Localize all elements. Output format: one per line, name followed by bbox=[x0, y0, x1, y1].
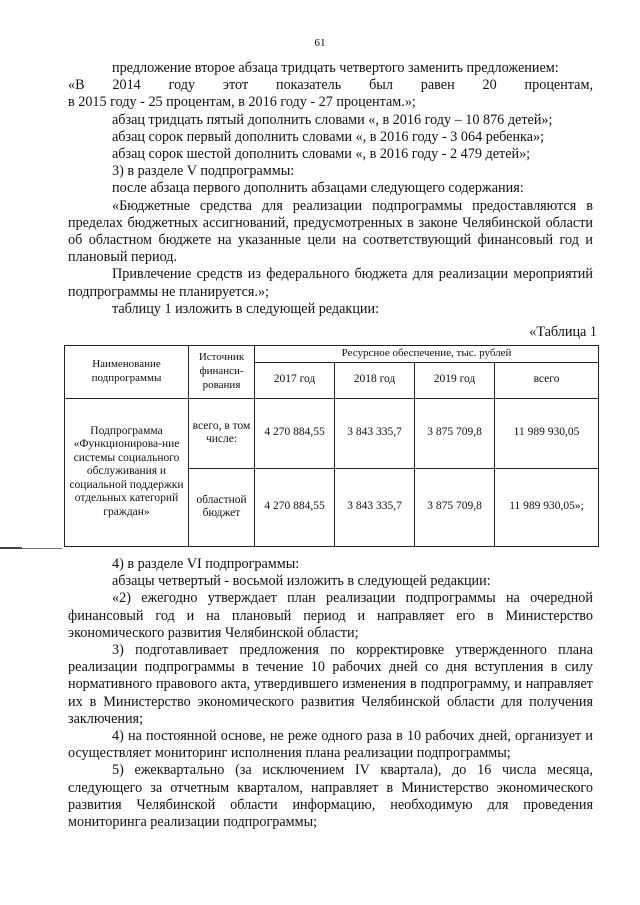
page-number: 61 bbox=[314, 37, 326, 49]
cell-source: всего, в том числе: bbox=[189, 398, 255, 468]
header-year: 2018 год bbox=[335, 362, 415, 398]
paragraph: 3) подготавливает предложения по корректировке утвержденного плана реализации подпрограммы в течение 10 рабочих дней со дня вступления в силу нормативного правового акта, утвердившего изменения в подпрограмму, и направляет их в Министерство экономического развития Челябинской области для получения заключения; bbox=[68, 642, 593, 727]
paragraph: 5) ежеквартально (за исключением IV квартала), до 16 числа месяца, следующего за отчетным кварталом, направляет в Министерство экономического развития Челябинской области информацию, необходимую для проведения мониторинга реализации подпрограммы; bbox=[68, 762, 593, 831]
cell-value: 3 843 335,7 bbox=[335, 398, 415, 468]
paragraph: 4) в разделе VI подпрограммы: bbox=[112, 556, 300, 572]
header-total: всего bbox=[495, 362, 599, 398]
scan-mark bbox=[0, 547, 22, 549]
cell-value: 4 270 884,55 bbox=[255, 398, 335, 468]
paragraph: таблицу 1 изложить в следующей редакции: bbox=[112, 300, 380, 317]
header-source: Источник финанси-рования bbox=[189, 346, 255, 399]
cell-value: 3 875 709,8 bbox=[415, 468, 495, 546]
paragraph: абзацы четвертый - восьмой изложить в следующей редакции: bbox=[112, 573, 491, 590]
cell-value: 11 989 930,05»; bbox=[495, 468, 599, 546]
header-resources: Ресурсное обеспечение, тыс. рублей bbox=[255, 346, 599, 363]
paragraph: «В 2014 году этот показатель был равен 20 процентам, bbox=[68, 77, 593, 94]
paragraph: абзац тридцать пятый дополнить словами «, в 2016 году – 10 876 детей»; bbox=[112, 111, 553, 128]
paragraph: «2) ежегодно утверждает план реализации подпрограммы на очередной финансовый год и на плановый период и направляет его в Министерство экономического развития Челябинской области; bbox=[68, 590, 593, 641]
header-year: 2017 год bbox=[255, 362, 335, 398]
table-caption: «Таблица 1 bbox=[529, 324, 597, 341]
paragraph: абзац сорок шестой дополнить словами «, в 2016 году - 2 479 детей»; bbox=[112, 146, 531, 163]
paragraph: в 2015 году - 25 процентам, в 2016 году - 27 процентам.»; bbox=[68, 94, 416, 111]
cell-value: 4 270 884,55 bbox=[255, 468, 335, 546]
text-block-bottom bbox=[68, 556, 593, 831]
paragraph: 4) на постоянной основе, не реже одного раза в 10 рабочих дней, организует и осуществляет мониторинг исполнения плана реализации подпрограммы; bbox=[68, 728, 593, 762]
paragraph: Привлечение средств из федерального бюджета для реализации мероприятий подпрограммы не планируется.»; bbox=[68, 266, 593, 300]
paragraph: «Бюджетные средства для реализации подпрограммы предоставляются в пределах бюджетных ассигнований, предусмотренных в законе Челябинской области об областном бюджете на указанные цели на соответствующий финансовый год и плановый период. bbox=[68, 197, 593, 266]
cell-value: 11 989 930,05 bbox=[495, 398, 599, 468]
resource-table bbox=[64, 345, 599, 547]
cell-value: 3 843 335,7 bbox=[335, 468, 415, 546]
paragraph: предложение второе абзаца тридцать четвертого заменить предложением: bbox=[112, 60, 559, 76]
header-name: Наименование подпрограммы bbox=[65, 346, 189, 399]
scan-mark bbox=[22, 548, 62, 549]
paragraph: после абзаца первого дополнить абзацами следующего содержания: bbox=[112, 180, 524, 197]
paragraph: абзац сорок первый дополнить словами «, в 2016 году - 3 064 ребенка»; bbox=[112, 128, 545, 145]
cell-value: 3 875 709,8 bbox=[415, 398, 495, 468]
cell-source: областной бюджет bbox=[189, 468, 255, 546]
paragraph: 3) в разделе V подпрограммы: bbox=[112, 163, 295, 180]
subprogram-name: Подпрограмма «Функционирова-ние системы социального обслуживания и социальной поддержки отдельных категорий граждан» bbox=[65, 398, 189, 546]
header-year: 2019 год bbox=[415, 362, 495, 398]
text-block-top bbox=[68, 60, 597, 341]
